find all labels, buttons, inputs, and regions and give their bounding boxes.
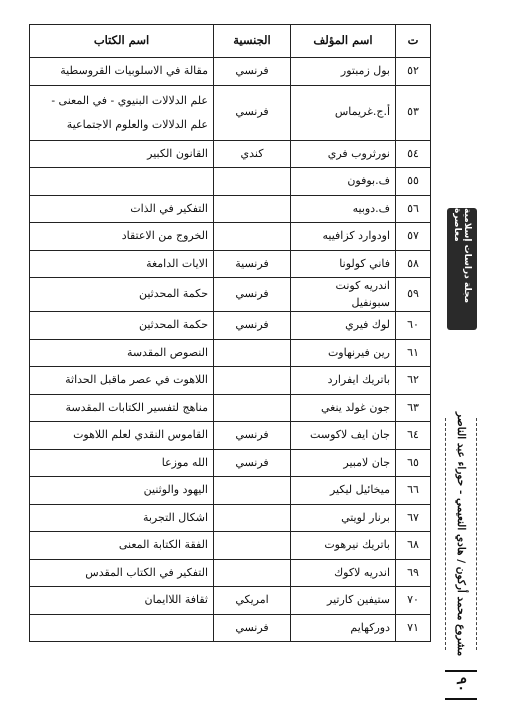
journal-logo (447, 208, 477, 330)
row-number: ٦١ (396, 339, 431, 367)
row-author: ف.بوفون (291, 168, 396, 196)
row-book: حكمة المحدثين (30, 312, 214, 340)
table-row (30, 422, 431, 450)
row-number: ٦٦ (396, 477, 431, 505)
row-book: التفكير في الكتاب المقدس (30, 559, 214, 587)
row-number: ٥٧ (396, 223, 431, 251)
row-book: الله موزعا (30, 449, 214, 477)
row-number: ٥٣ (396, 85, 431, 140)
table-header-row (30, 25, 431, 58)
row-book: علم الدلالات البنيوي - في المعنى - علم الدلالات والعلوم الاجتماعية (30, 85, 214, 140)
table-row (30, 559, 431, 587)
row-book: مناهج لتفسير الكتابات المقدسة (30, 394, 214, 422)
row-nationality (214, 504, 291, 532)
row-author: باتريك ايفرارد (291, 367, 396, 395)
row-author: برنار لويتي (291, 504, 396, 532)
row-author: جان لامبير (291, 449, 396, 477)
row-nationality (214, 532, 291, 560)
running-title-text: مشروع محمد أركون / هادي النعيمي - حوراء عبد الناصر (455, 411, 467, 657)
row-number: ٥٤ (396, 140, 431, 168)
row-nationality: فرنسي (214, 422, 291, 450)
row-book: ثقافة اللاايمان (30, 587, 214, 615)
table-row (30, 367, 431, 395)
row-nationality: كندي (214, 140, 291, 168)
row-number: ٥٦ (396, 195, 431, 223)
row-nationality: فرنسي (214, 58, 291, 86)
running-title (446, 411, 476, 657)
row-author: نورثروب فري (291, 140, 396, 168)
row-author: اندريه كونت سبونفيل (291, 278, 396, 312)
header-book: اسم الكتاب (30, 25, 214, 58)
row-number: ٦٢ (396, 367, 431, 395)
side-divider (476, 418, 477, 650)
table-row (30, 449, 431, 477)
row-book (30, 168, 214, 196)
row-book: مقالة في الاسلوبيات القروسطية (30, 58, 214, 86)
row-author: بول زمبتور (291, 58, 396, 86)
table-row (30, 223, 431, 251)
row-nationality: فرنسي (214, 614, 291, 642)
row-author: ستيفين كارتير (291, 587, 396, 615)
table-row (30, 168, 431, 196)
row-nationality: فرنسي (214, 312, 291, 340)
row-book: الفقة الكتابة المعنى (30, 532, 214, 560)
table-row (30, 339, 431, 367)
row-author: باتريك نيرهوت (291, 532, 396, 560)
row-author: أ.ج.غريماس (291, 85, 396, 140)
journal-logo-text: مجلة دراسات إسلامية معاصرة (452, 208, 472, 304)
row-number: ٧١ (396, 614, 431, 642)
row-nationality (214, 195, 291, 223)
row-author: ميخائيل ليكير (291, 477, 396, 505)
table-row (30, 58, 431, 86)
row-author: رين فيرنهاوت (291, 339, 396, 367)
row-book (30, 614, 214, 642)
row-number: ٧٠ (396, 587, 431, 615)
page-number-box (445, 670, 477, 700)
table-row (30, 614, 431, 642)
row-number: ٦٧ (396, 504, 431, 532)
row-author: لوك فيري (291, 312, 396, 340)
row-nationality (214, 223, 291, 251)
row-book: القاموس النقدي لعلم اللاهوت (30, 422, 214, 450)
header-author: اسم المؤلف (291, 25, 396, 58)
row-nationality (214, 168, 291, 196)
table-row (30, 504, 431, 532)
row-number: ٦٤ (396, 422, 431, 450)
row-author: ف.دوبيه (291, 195, 396, 223)
header-nationality: الجنسية (214, 25, 291, 58)
row-book: اليهود والوثنين (30, 477, 214, 505)
row-number: ٦٥ (396, 449, 431, 477)
page-number: ٩٠ (453, 677, 469, 693)
row-book: التفكير في الذات (30, 195, 214, 223)
row-book: اشكال التجربة (30, 504, 214, 532)
row-book: القانون الكبير (30, 140, 214, 168)
row-author: جون غولد ينغي (291, 394, 396, 422)
row-book: اللاهوت في عصر ماقبل الحداثة (30, 367, 214, 395)
row-nationality (214, 559, 291, 587)
header-number: ت (396, 25, 431, 58)
table-row (30, 140, 431, 168)
row-number: ٦٠ (396, 312, 431, 340)
row-nationality: فرنسي (214, 449, 291, 477)
row-nationality: فرنسية (214, 250, 291, 278)
row-nationality (214, 477, 291, 505)
table-row (30, 195, 431, 223)
row-nationality (214, 339, 291, 367)
row-number: ٦٩ (396, 559, 431, 587)
row-author: فاني كولونا (291, 250, 396, 278)
row-number: ٥٢ (396, 58, 431, 86)
row-number: ٦٨ (396, 532, 431, 560)
table-row (30, 532, 431, 560)
row-author: اودوارد كزافييه (291, 223, 396, 251)
row-book: حكمة المحدثين (30, 278, 214, 312)
row-nationality: فرنسي (214, 85, 291, 140)
row-nationality: فرنسي (214, 278, 291, 312)
row-number: ٥٩ (396, 278, 431, 312)
row-number: ٥٨ (396, 250, 431, 278)
row-nationality: امريكي (214, 587, 291, 615)
table-row (30, 477, 431, 505)
table-row (30, 394, 431, 422)
table-row (30, 312, 431, 340)
row-nationality (214, 367, 291, 395)
row-nationality (214, 394, 291, 422)
table-row (30, 587, 431, 615)
row-number: ٥٥ (396, 168, 431, 196)
row-number: ٦٣ (396, 394, 431, 422)
row-book: النصوص المقدسة (30, 339, 214, 367)
row-author: جان ايف لاكوست (291, 422, 396, 450)
row-book: الايات الدامغة (30, 250, 214, 278)
table-row (30, 278, 431, 312)
table-row (30, 250, 431, 278)
row-author: اندريه لاكوك (291, 559, 396, 587)
row-author: دوركهايم (291, 614, 396, 642)
table-row (30, 85, 431, 140)
row-book: الخروج من الاعتقاد (30, 223, 214, 251)
authors-table (29, 24, 431, 642)
